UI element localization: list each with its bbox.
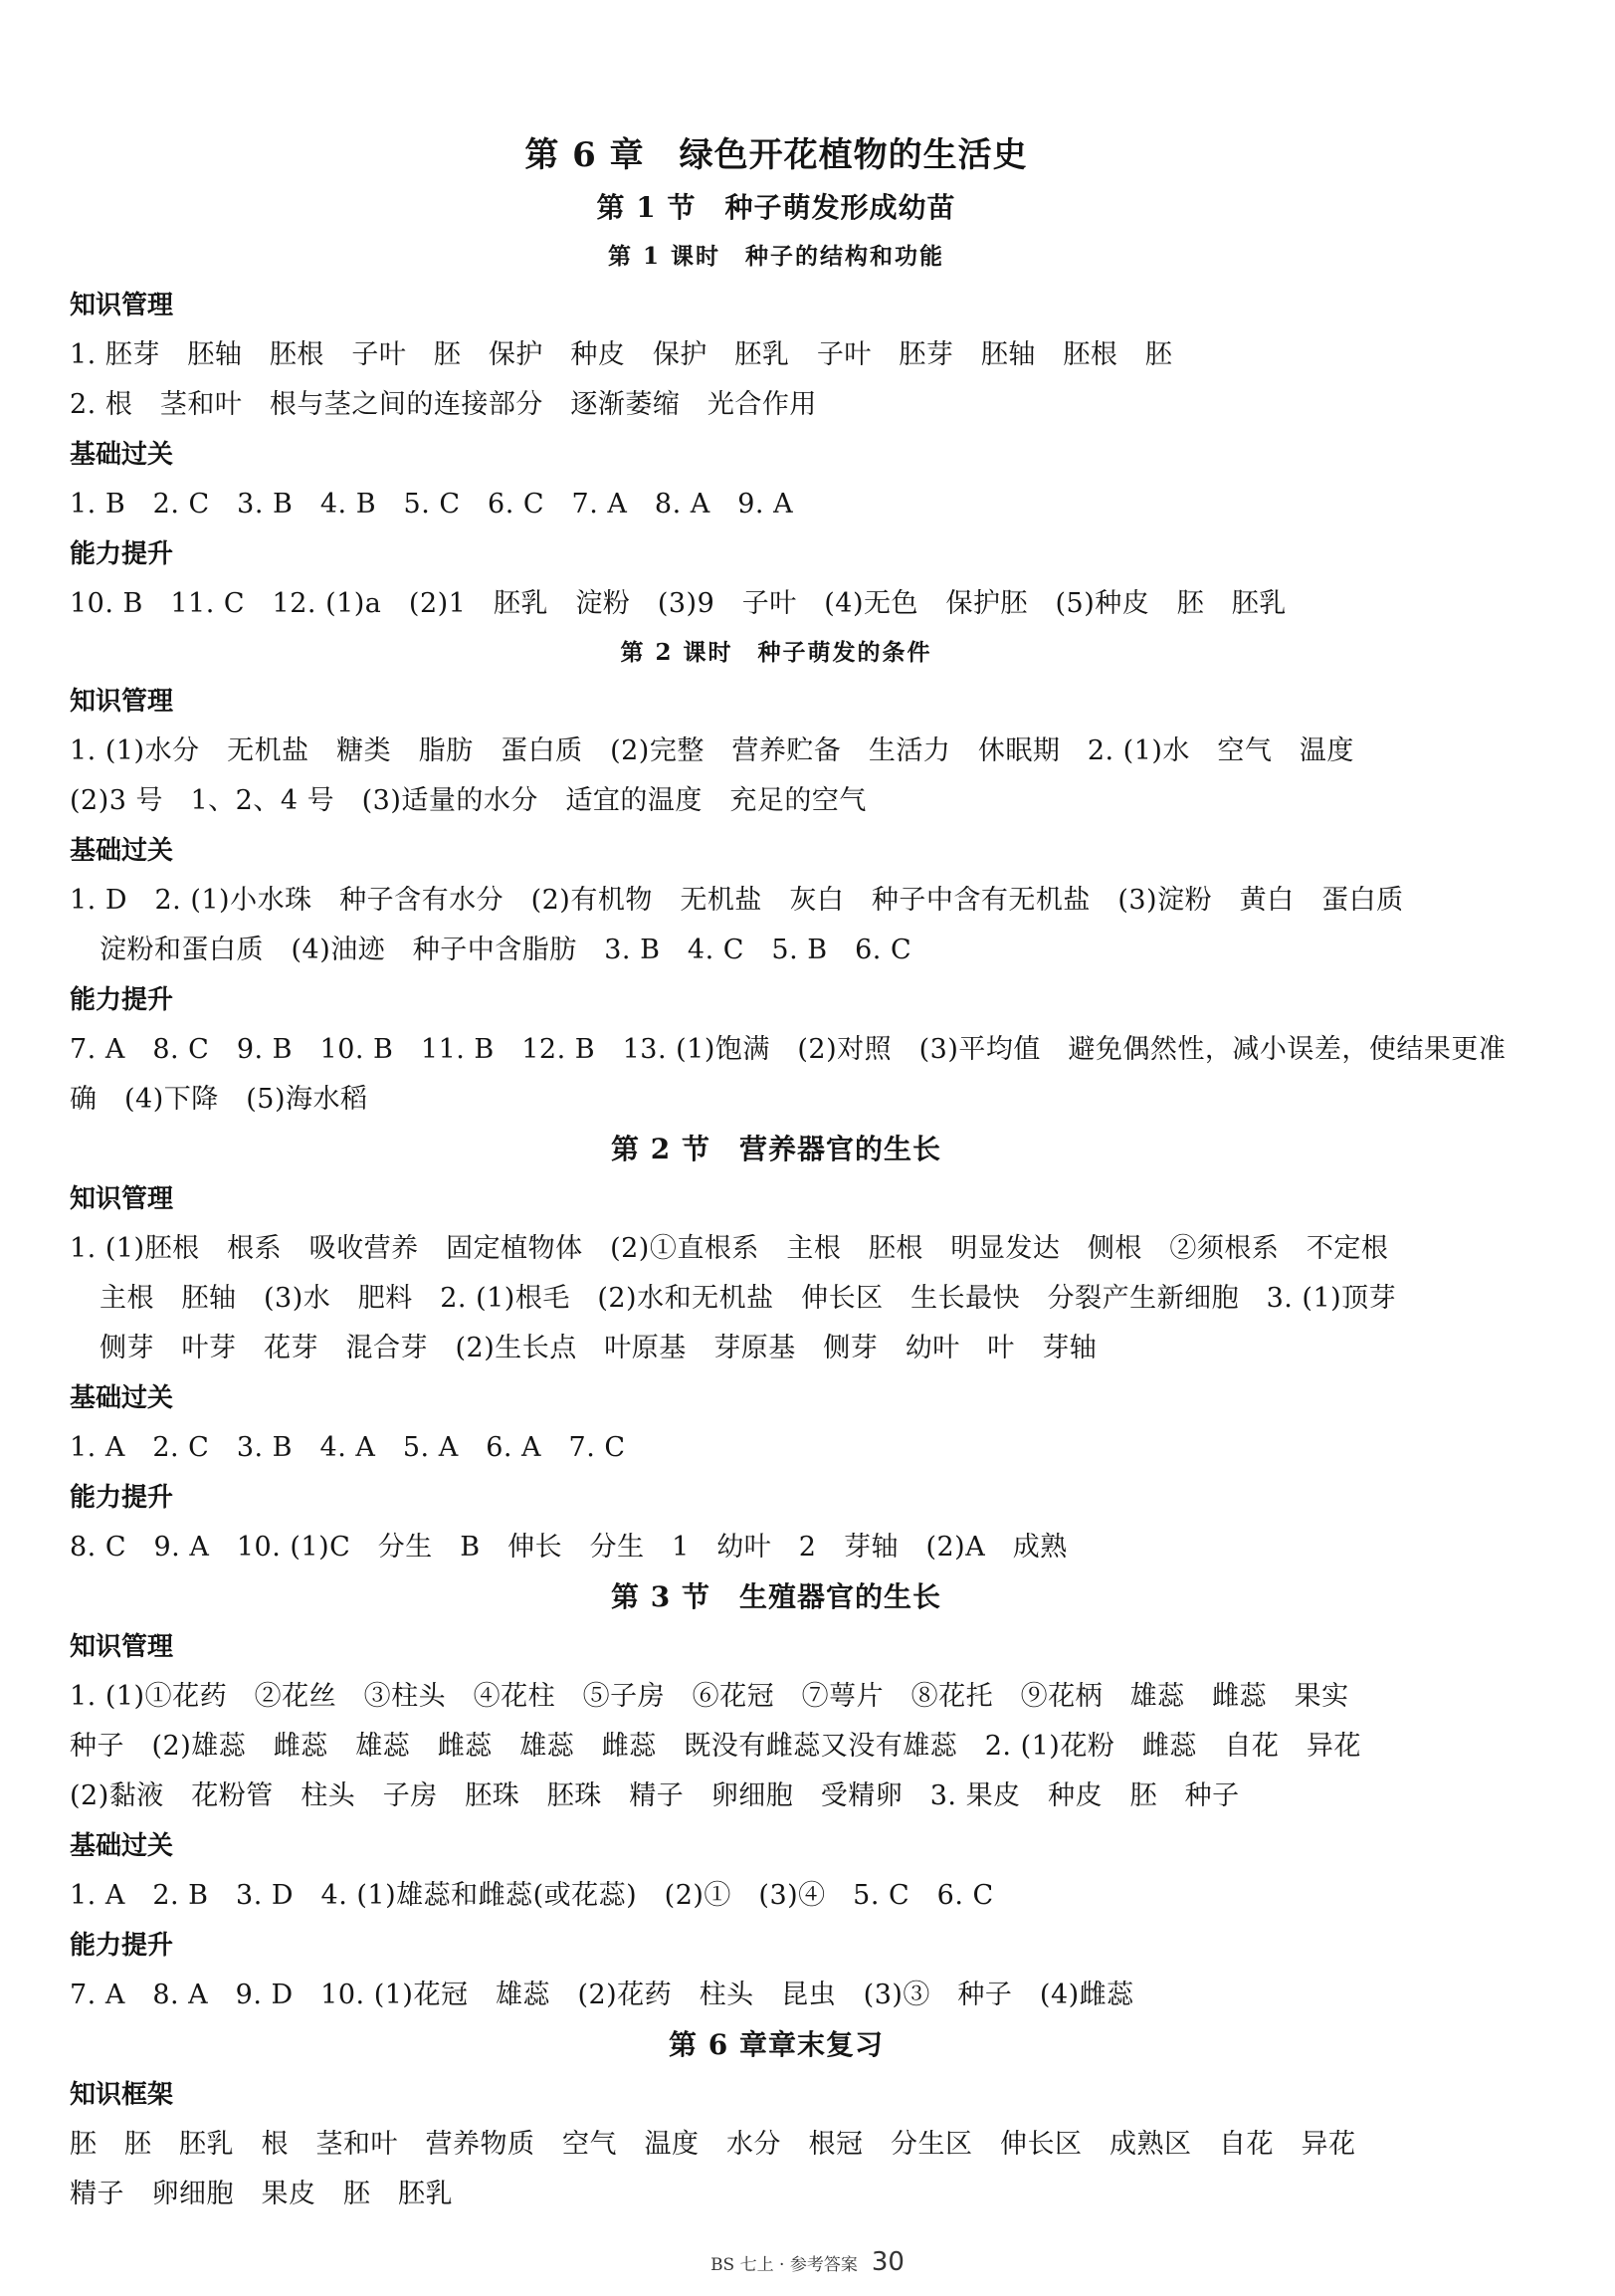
answer-line: 10. B 11. C 12. (1)a (2)1 胚乳 淀粉 (3)9 子叶 (4)无色 保护胚 (5)种皮 胚 胚乳 bbox=[70, 588, 1287, 619]
answer-line: 1. 胚芽 胚轴 胚根 子叶 胚 保护 种皮 保护 胚乳 子叶 胚芽 胚轴 胚根 胚 bbox=[70, 339, 1173, 370]
answer-line: 1. A 2. B 3. D 4. (1)雄蕊和雌蕊(或花蕊) (2)① (3)④ 5. C 6. C bbox=[70, 1880, 994, 1911]
section-2-title: 第 2 节 营养器官的生长 bbox=[611, 1133, 941, 1165]
lesson-2-title: 第 2 课时 种子萌发的条件 bbox=[620, 639, 932, 666]
section-3-basic-heading: 基础过关 bbox=[70, 1831, 174, 1861]
lesson-1-title: 第 1 课时 种子的结构和功能 bbox=[607, 243, 945, 270]
answer-line: 8. C 9. A 10. (1)C 分生 B 伸长 分生 1 幼叶 2 芽轴 (2)A 成熟 bbox=[70, 1532, 1068, 1563]
chapter-title: 第 6 章 绿色开花植物的生活史 bbox=[524, 135, 1028, 175]
answer-line: 1. D 2. (1)小水珠 种子含有水分 (2)有机物 无机盐 灰白 种子中含有无机盐 (3)淀粉 黄白 蛋白质 bbox=[70, 885, 1404, 916]
page-footer bbox=[0, 2247, 1615, 2277]
answer-line: (2)3 号 1、2、4 号 (3)适量的水分 适宜的温度 充足的空气 bbox=[70, 785, 867, 816]
section-3-ability-heading: 能力提升 bbox=[70, 1931, 174, 1961]
section-2-knowledge-heading: 知识管理 bbox=[70, 1184, 174, 1214]
answer-line: 2. 根 茎和叶 根与茎之间的连接部分 逐渐萎缩 光合作用 bbox=[70, 389, 817, 420]
section-3-title: 第 3 节 生殖器官的生长 bbox=[611, 1580, 941, 1613]
framework-heading: 知识框架 bbox=[70, 2080, 174, 2110]
answer-line: 侧芽 叶芽 花芽 混合芽 (2)生长点 叶原基 芽原基 侧芽 幼叶 叶 芽轴 bbox=[100, 1333, 1098, 1363]
lesson-1-ability-heading: 能力提升 bbox=[70, 539, 174, 569]
section-2-ability-heading: 能力提升 bbox=[70, 1483, 174, 1513]
section-2-basic-heading: 基础过关 bbox=[70, 1383, 174, 1413]
answer-line: 确 (4)下降 (5)海水稻 bbox=[70, 1084, 368, 1115]
page-number: 30 bbox=[871, 2247, 905, 2277]
lesson-1-knowledge-heading: 知识管理 bbox=[70, 291, 174, 320]
page-content bbox=[70, 127, 1507, 2219]
lesson-1-basic-heading: 基础过关 bbox=[70, 440, 174, 470]
lesson-2-ability-heading: 能力提升 bbox=[70, 985, 174, 1015]
answer-line: 7. A 8. A 9. D 10. (1)花冠 雄蕊 (2)花药 柱头 昆虫 (3)③ 种子 (4)雌蕊 bbox=[70, 1980, 1134, 2010]
answer-line: 淀粉和蛋白质 (4)油迹 种子中含脂肪 3. B 4. C 5. B 6. C bbox=[100, 935, 912, 965]
footer-label: BS 七上 · 参考答案 bbox=[710, 2255, 858, 2275]
answer-line: 7. A 8. C 9. B 10. B 11. B 12. B 13. (1)饱满 (2)对照 (3)平均值 避免偶然性，减小误差，使结果更准 bbox=[70, 1034, 1507, 1065]
answer-line: 种子 (2)雄蕊 雌蕊 雄蕊 雌蕊 雄蕊 雌蕊 既没有雌蕊又没有雄蕊 2. (1)花粉 雌蕊 自花 异花 bbox=[70, 1731, 1361, 1762]
answer-line: 1. (1)水分 无机盐 糖类 脂肪 蛋白质 (2)完整 营养贮备 生活力 休眠期 2. (1)水 空气 温度 bbox=[70, 735, 1354, 766]
lesson-2-knowledge-heading: 知识管理 bbox=[70, 687, 174, 717]
answer-line: (2)黏液 花粉管 柱头 子房 胚珠 胚珠 精子 卵细胞 受精卵 3. 果皮 种皮 胚 种子 bbox=[70, 1780, 1240, 1811]
answer-line: 1. (1)①花药 ②花丝 ③柱头 ④花柱 ⑤子房 ⑥花冠 ⑦萼片 ⑧花托 ⑨花柄 雄蕊 雌蕊 果实 bbox=[70, 1681, 1349, 1712]
answer-line: 胚 胚 胚乳 根 茎和叶 营养物质 空气 温度 水分 根冠 分生区 伸长区 成熟区 自花 异花 bbox=[70, 2129, 1356, 2160]
answer-line: 精子 卵细胞 果皮 胚 胚乳 bbox=[70, 2179, 453, 2209]
answer-line: 主根 胚轴 (3)水 肥料 2. (1)根毛 (2)水和无机盐 伸长区 生长最快 分裂产生新细胞 3. (1)顶芽 bbox=[100, 1283, 1397, 1314]
section-3-knowledge-heading: 知识管理 bbox=[70, 1632, 174, 1662]
chapter-review-title: 第 6 章章末复习 bbox=[669, 2028, 884, 2061]
answer-line: 1. (1)胚根 根系 吸收营养 固定植物体 (2)①直根系 主根 胚根 明显发达 侧根 ②须根系 不定根 bbox=[70, 1233, 1389, 1264]
answer-line: 1. B 2. C 3. B 4. B 5. C 6. C 7. A 8. A 9. A bbox=[70, 489, 794, 520]
lesson-2-basic-heading: 基础过关 bbox=[70, 836, 174, 866]
answer-line: 1. A 2. C 3. B 4. A 5. A 6. A 7. C bbox=[70, 1432, 626, 1463]
section-1-title: 第 1 节 种子萌发形成幼苗 bbox=[596, 191, 956, 224]
